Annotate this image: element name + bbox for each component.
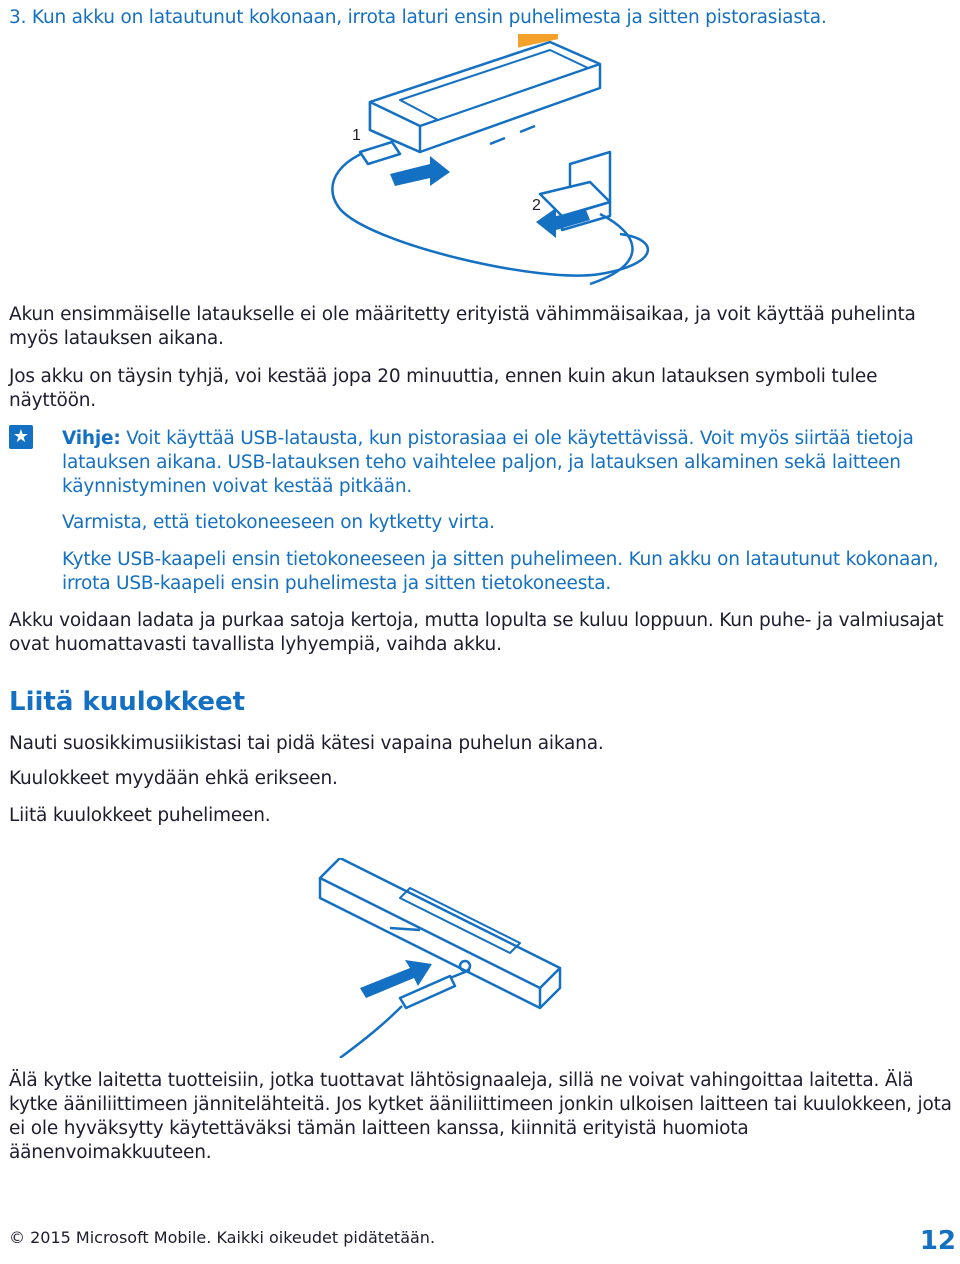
tip-text: Voit käyttää USB-latausta, kun pistorasiaa ei ole käytettävissä. Voit myös siirtää tietoja latauksen aikana. USB-latauksen teho vaihtelee paljon, ja latauksen alkaminen sekä laitteen käynnistyminen voivat kestää pitkään.: [62, 428, 914, 497]
paragraph-first-charge: Akun ensimmäiselle lataukselle ei ole määritetty erityistä vähimmäisaikaa, ja voit käyttää puhelinta myös latauksen aikana.: [9, 304, 916, 349]
paragraph-warning: Älä kytke laitetta tuotteisiin, jotka tuottavat lähtösignaaleja, sillä ne voivat vahingoittaa laitetta. Älä kytke ääniliittimeen jännitelähteitä. Jos kytket ääniliittimeen jonkin ulkoisen laitteen tai kuulokkeen, jota ei ole hyväksytty käytettäväksi tämän laitteen kanssa, kiinnitä erityistä huomiota äänenvoimakkuuteen.: [9, 1070, 952, 1163]
tip-line-usb: Kytke USB-kaapeli ensin tietokoneeseen ja sitten puhelimeen. Kun akku on latautunut kokonaan, irrota USB-kaapeli ensin puhelimesta ja sitten tietokoneesta.: [62, 549, 939, 594]
section-heading: Liitä kuulokkeet: [9, 687, 246, 717]
tip-line-power: Varmista, että tietokoneeseen on kytketty virta.: [62, 512, 495, 533]
tip-paragraph: [62, 427, 955, 499]
step-label-1: 1: [352, 127, 361, 144]
paragraph-empty-battery: Jos akku on täysin tyhjä, voi kestää jopa 20 minuuttia, ennen kuin akun latauksen symboli tulee näyttöön.: [9, 366, 878, 411]
tip-title: Vihje:: [62, 428, 121, 449]
footer-copyright: © 2015 Microsoft Mobile. Kaikki oikeudet pidätetään.: [9, 1228, 436, 1247]
paragraph-sold-separately: Kuulokkeet myydään ehkä erikseen.: [9, 768, 338, 789]
step-label-2: 2: [532, 197, 541, 214]
charger-illustration: [300, 34, 960, 304]
step-3-instruction: 3. Kun akku on latautunut kokonaan, irrota laturi ensin puhelimesta ja sitten pistorasiasta.: [9, 7, 827, 28]
page-number: 12: [919, 1226, 956, 1256]
paragraph-battery-life: Akku voidaan ladata ja purkaa satoja kertoja, mutta lopulta se kuluu loppuun. Kun puhe- ja valmiusajat ovat huomattavasti tavallista lyhyempiä, vaihda akku.: [9, 610, 944, 655]
paragraph-connect-headset: Liitä kuulokkeet puhelimeen.: [9, 805, 271, 826]
star-icon: ★: [9, 425, 33, 449]
paragraph-enjoy-music: Nauti suosikkimusiikistasi tai pidä kätesi vapaina puhelun aikana.: [9, 733, 604, 754]
headset-illustration: [300, 858, 720, 1058]
